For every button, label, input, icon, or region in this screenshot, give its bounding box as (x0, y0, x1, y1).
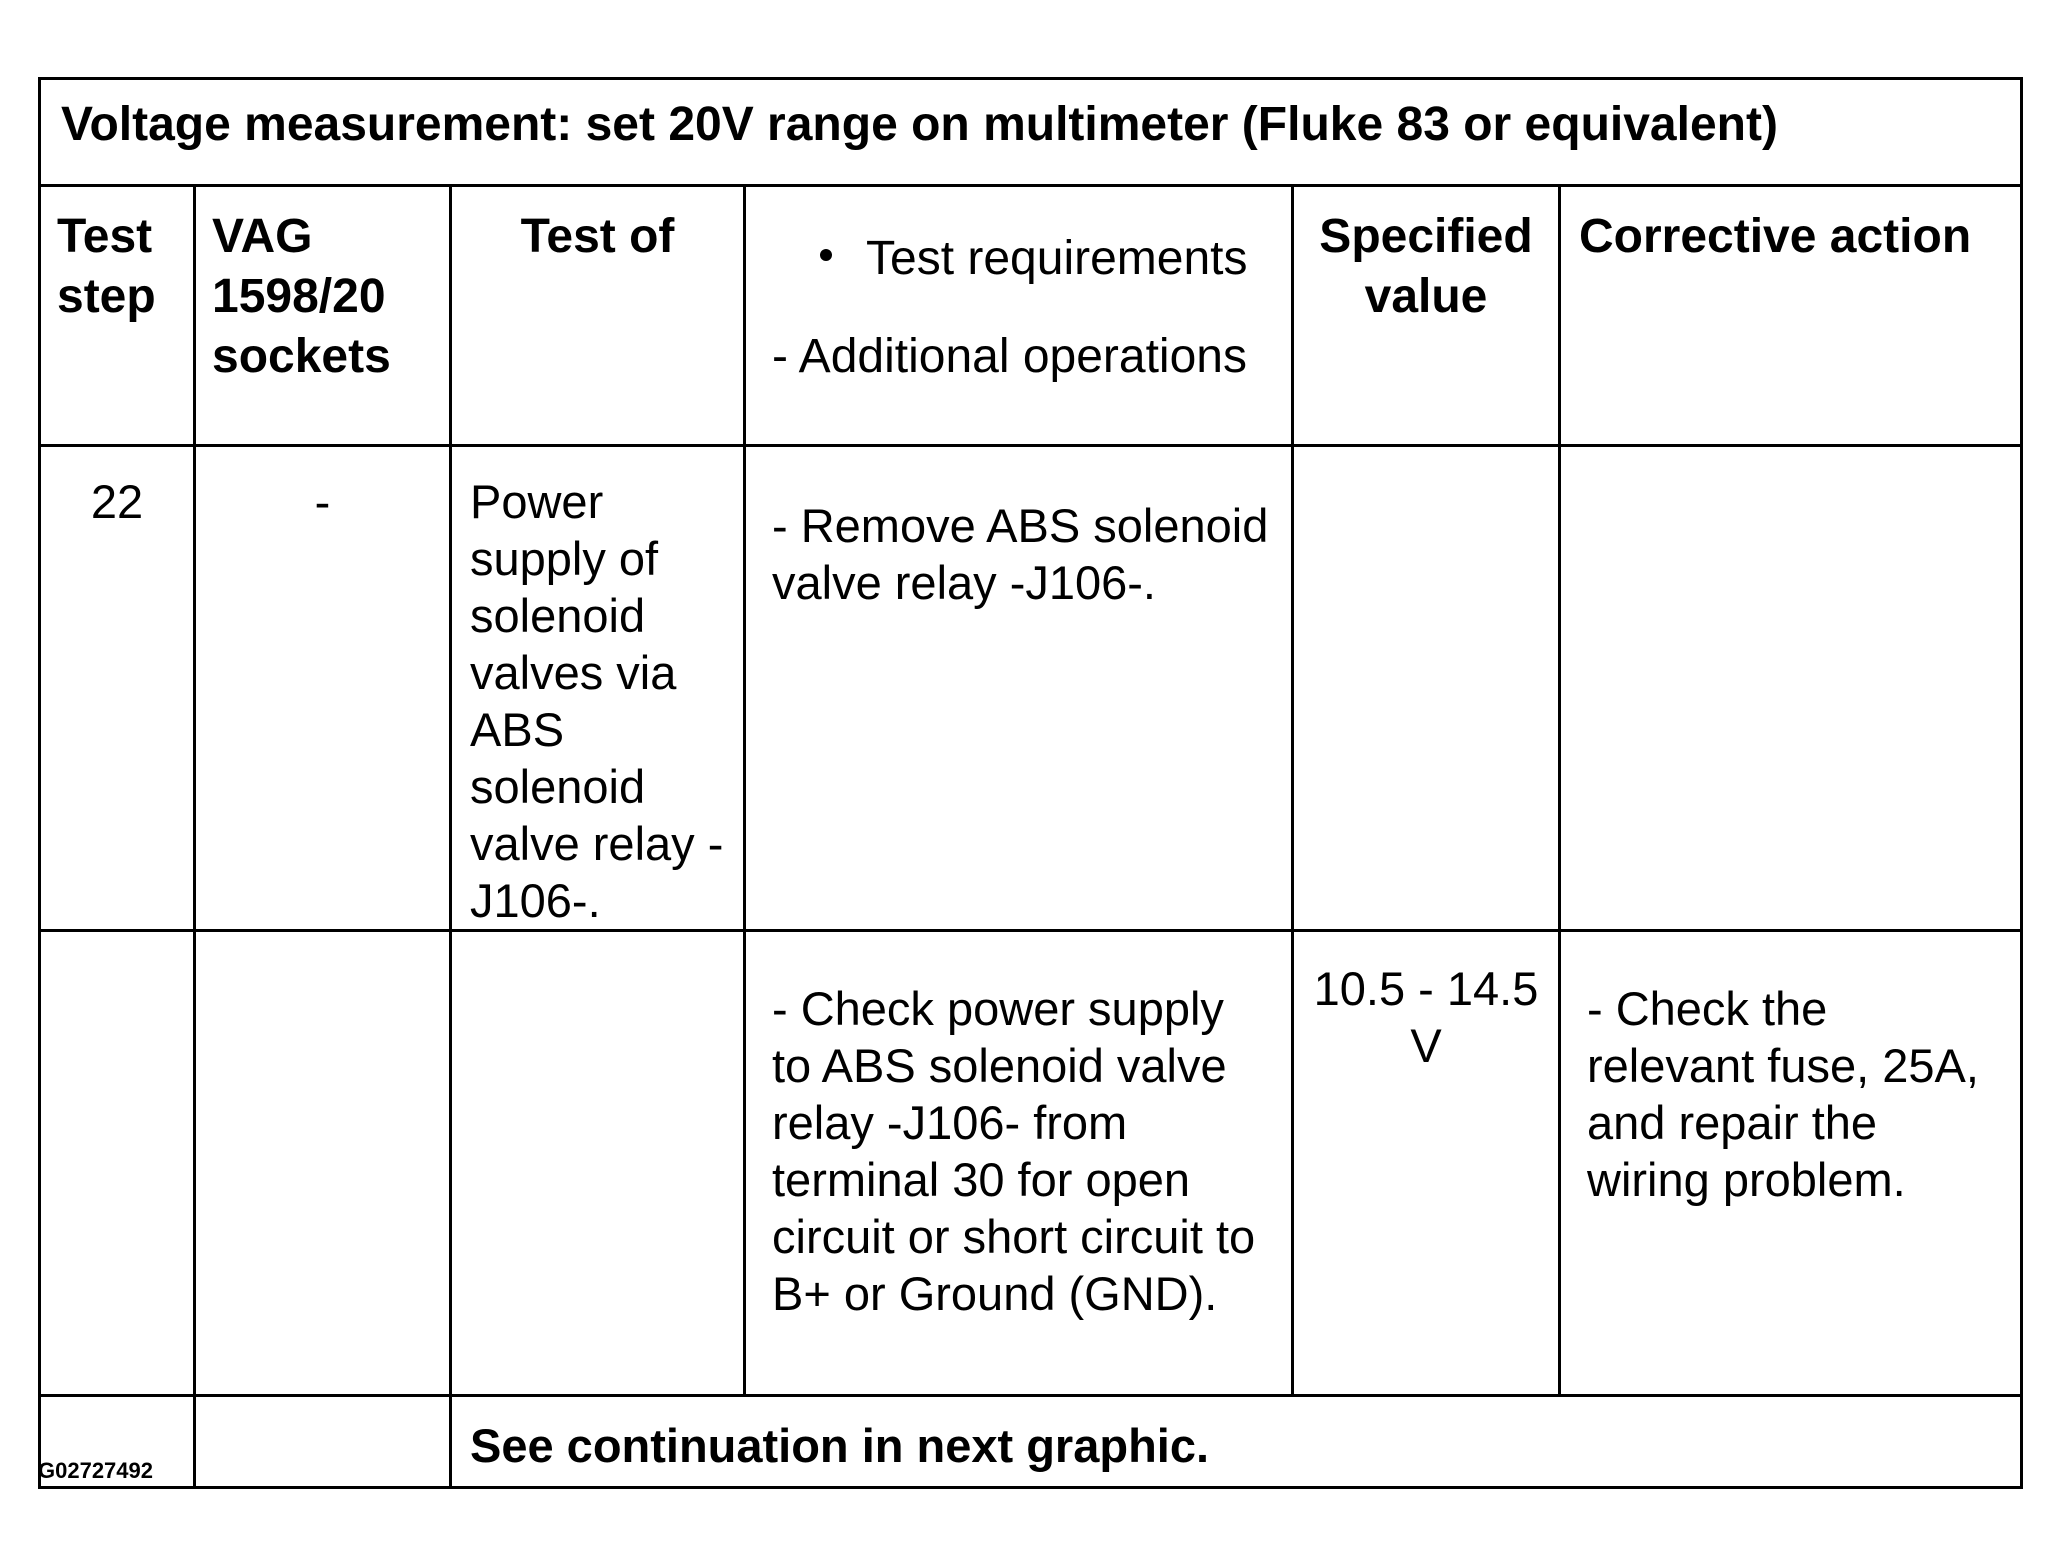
cell-empty (195, 1396, 451, 1488)
header-specified-value-label: Specified value (1319, 210, 1533, 323)
header-test-step-label: Test step (57, 210, 156, 323)
header-test-requirements-label: Test requirements (866, 232, 1248, 285)
bullet-icon (820, 249, 832, 261)
continuation-row (40, 1396, 2022, 1488)
header-specified-value (1293, 186, 1560, 446)
cell-requirements: - Check power supply to ABS solenoid valve relay -J106- from terminal 30 for open circuit or short circuit to B+ or Ground (GND). (745, 931, 1293, 1396)
cell-test-step (40, 931, 195, 1396)
table-row (40, 446, 2022, 931)
cell-vag-sockets (195, 931, 451, 1396)
cell-test-step: 22 (40, 446, 195, 931)
cell-vag-sockets: - (195, 446, 451, 931)
header-test-step (40, 186, 195, 446)
graphic-id-label: G02727492 (38, 1458, 153, 1483)
cell-corrective-action: - Check the relevant fuse, 25A, and repair the wiring problem. (1560, 931, 2022, 1396)
table-row (40, 931, 2022, 1396)
header-vag-sockets (195, 186, 451, 446)
cell-corrective-action (1560, 446, 2022, 931)
test-requirements-line (772, 232, 1248, 285)
cell-specified-value (1293, 446, 1560, 931)
cell-test-of (451, 931, 745, 1396)
header-additional-operations-label: - Additional operations (772, 330, 1247, 383)
header-corrective-action-label: Corrective action (1579, 210, 1972, 263)
test-procedure-table (38, 77, 2023, 1489)
table-title: Voltage measurement: set 20V range on multimeter (Fluke 83 or equivalent) (40, 79, 2022, 186)
header-corrective-action (1560, 186, 2022, 446)
continuation-note: See continuation in next graphic. (451, 1396, 2022, 1488)
cell-specified-value: 10.5 - 14.5 V (1293, 931, 1560, 1396)
cell-requirements: - Remove ABS solenoid valve relay -J106-. (745, 446, 1293, 931)
header-test-of-label: Test of (520, 210, 675, 263)
header-vag-sockets-label: VAG 1598/20 sockets (212, 210, 391, 383)
header-test-of (451, 186, 745, 446)
cell-test-of: Power supply of solenoid valves via ABS solenoid valve relay -J106-. (451, 446, 745, 931)
header-test-requirements (745, 186, 1293, 446)
